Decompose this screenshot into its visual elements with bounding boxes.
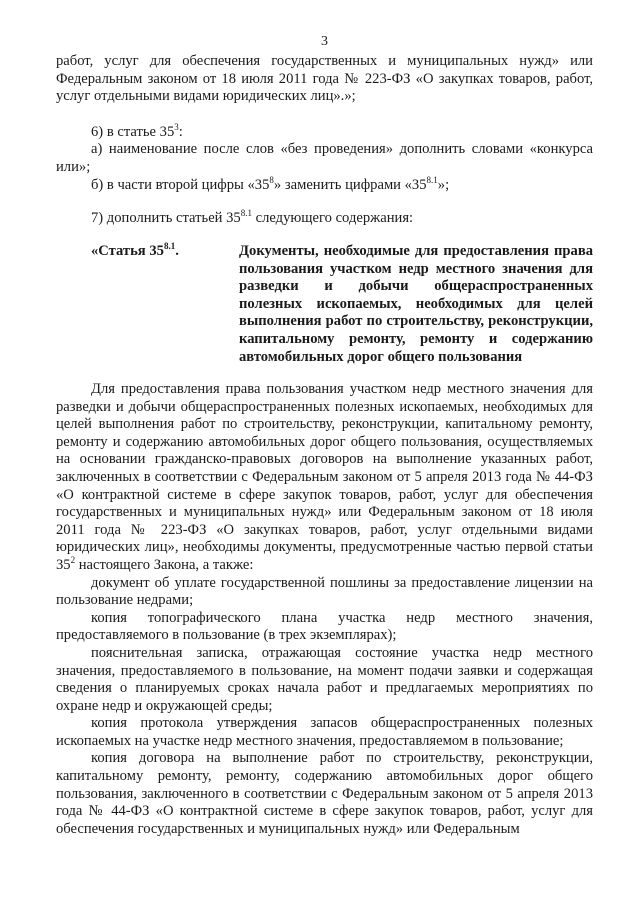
article-label-sup: 8.1: [163, 241, 176, 251]
list-item: копия договора на выполнение работ по строительству, реконструкции, капитальному ремонту, ремонту, содержанию автомобильных дорог общего пользования, заключенного в соответствии с Федеральным законом от 5 апреля 2013 года № 44-ФЗ «О контрактной системе в сфере закупок товаров, работ, услуг для обеспечения государственных и муниципальных нужд» или Федеральным: [56, 750, 593, 837]
item-6-number: 6): [91, 124, 104, 140]
article-title: Документы, необходимые для предоставления права пользования участком недр местного значения для разведки и добычи общераспространенных полезных ископаемых, необходимых для целей выполнения работ по строительству, реконструкции, капитальному ремонту, ремонту и содержанию автомобильных дорог общего пользования: [239, 243, 593, 365]
item-7: [56, 210, 593, 228]
list-item: копия протокола утверждения запасов общераспространенных полезных ископаемых на участке недр местного значения, предоставляемом в пользование;: [56, 715, 593, 749]
page-number: 3: [321, 34, 328, 49]
article-label: [91, 243, 239, 366]
main-paragraph-sup: 2: [70, 554, 76, 565]
main-paragraph: [56, 381, 593, 838]
intro-line: работ, услуг для обеспечения государственных и муниципальных нужд» или: [56, 53, 593, 69]
item-7-part: 7) дополнить статьей 35: [91, 210, 241, 226]
item-6b: [56, 177, 593, 195]
item-6: [56, 124, 593, 142]
intro-line: услуг отдельными видами юридических лиц».»;: [56, 88, 356, 105]
article-label-text: «Статья 35: [91, 243, 164, 259]
intro-line: Федеральным законом от 18 июля 2011 года № 223-ФЗ «О закупках товаров, работ,: [56, 70, 593, 87]
article-heading: [56, 243, 593, 366]
main-paragraph-part: Для предоставления права пользования участком недр местного значения для разведки и добычи общераспространенных полезных ископаемых, необходимых для целей выполнения работ по строительству, реконструкции, капитальному ремонту, ремонту и содержанию автомобильных дорог общего пользования, осуществляемых на основании гражданско-правовых договоров на выполнение указанных работ, заключенных в соответствии с Федеральным законом от 5 апреля 2013 года № 44-ФЗ «О контрактной системе в сфере закупок товаров, работ, услуг для обеспечения государственных и муниципальных нужд» или Федеральным законом от 18 июля 2011 года № 223-ФЗ «О закупках товаров, работ, услуг отдельными видами юридических лиц», необходимы документы, предусмотренные частью первой статьи 35: [56, 381, 593, 573]
main-paragraph-text: [56, 381, 593, 575]
item-6-text: в статье 35: [106, 124, 175, 140]
list-item: документ об уплате государственной пошлины за предоставление лицензии на пользование недрами;: [56, 574, 593, 609]
item-6-colon: :: [178, 124, 183, 140]
item-6b-sup: 8.1: [426, 175, 438, 185]
item-6a: [56, 141, 593, 176]
intro-paragraph: [56, 53, 593, 106]
item-6b-part: »;: [437, 177, 450, 193]
item-6a-text: а) наименование после слов «без проведения» дополнить словами «конкурса или»;: [56, 141, 593, 175]
item-6b-part: б) в части второй цифры «35: [91, 177, 270, 193]
list-item: копия топографического плана участка недр местного значения, предоставляемого в пользование (в трех экземплярах);: [56, 609, 593, 644]
article-label-dot: .: [175, 243, 179, 259]
list-item: пояснительная записка, отражающая состояние участка недр местного значения, предоставляемого в пользование, на момент подачи заявки и содержащая сведения о планируемых сроках начала работ и предлагаемых мероприятиях по охране недр и окружающей среды;: [56, 644, 593, 714]
item-7-sup: 8.1: [240, 208, 252, 218]
item-7-part: следующего содержания:: [251, 210, 414, 226]
item-6b-part: » заменить цифрами «35: [273, 177, 427, 193]
item-6-sup: 3: [174, 122, 179, 132]
item-6b-sup: 8: [269, 175, 274, 185]
main-paragraph-part: настоящего Закона, а также:: [75, 556, 254, 573]
